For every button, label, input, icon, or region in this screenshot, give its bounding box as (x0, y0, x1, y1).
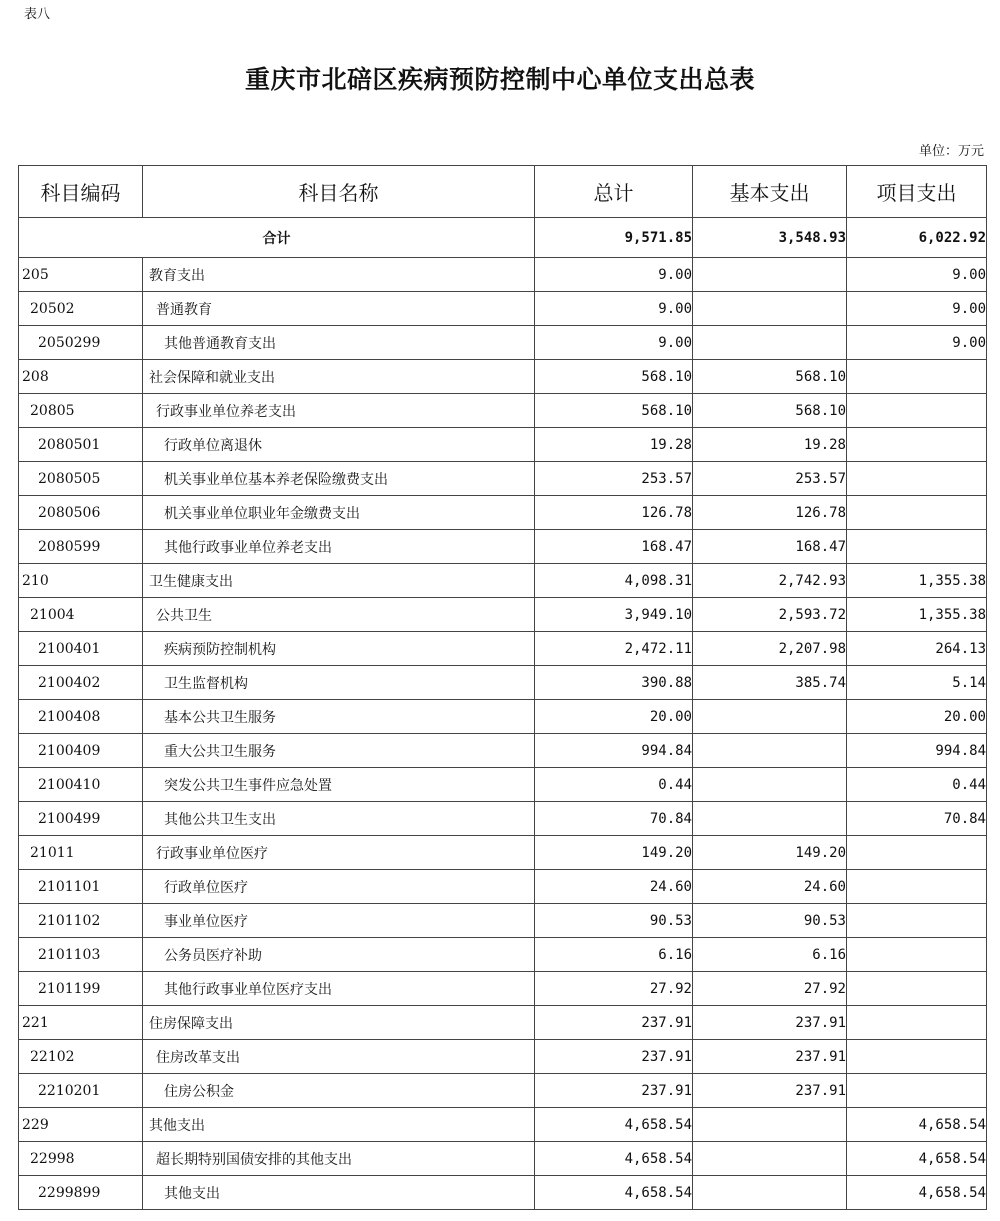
cell-project: 9.00 (847, 292, 987, 326)
cell-code: 2101102 (19, 904, 143, 938)
cell-code: 2080506 (19, 496, 143, 530)
cell-name: 住房保障支出 (143, 1006, 535, 1040)
cell-code: 20805 (19, 394, 143, 428)
cell-total: 20.00 (535, 700, 693, 734)
cell-basic: 568.10 (693, 394, 847, 428)
table-row (19, 1074, 987, 1108)
cell-basic: 385.74 (693, 666, 847, 700)
summary-label: 合计 (19, 218, 535, 258)
cell-total: 2,472.11 (535, 632, 693, 666)
expenditure-table (18, 165, 987, 1210)
cell-basic (693, 292, 847, 326)
header-basic: 基本支出 (693, 166, 847, 218)
cell-name: 住房改革支出 (143, 1040, 535, 1074)
cell-project: 70.84 (847, 802, 987, 836)
summary-row (19, 218, 987, 258)
table-row (19, 768, 987, 802)
cell-project: 994.84 (847, 734, 987, 768)
cell-project: 9.00 (847, 258, 987, 292)
cell-project (847, 428, 987, 462)
cell-total: 27.92 (535, 972, 693, 1006)
table-row (19, 496, 987, 530)
cell-total: 0.44 (535, 768, 693, 802)
table-row (19, 326, 987, 360)
cell-project (847, 972, 987, 1006)
cell-basic: 2,207.98 (693, 632, 847, 666)
cell-basic: 2,593.72 (693, 598, 847, 632)
cell-basic: 6.16 (693, 938, 847, 972)
cell-project (847, 836, 987, 870)
cell-name: 行政事业单位养老支出 (143, 394, 535, 428)
cell-total: 237.91 (535, 1006, 693, 1040)
cell-code: 2101103 (19, 938, 143, 972)
cell-code: 2050299 (19, 326, 143, 360)
cell-basic: 568.10 (693, 360, 847, 394)
cell-project (847, 1040, 987, 1074)
cell-basic: 237.91 (693, 1074, 847, 1108)
table-row (19, 1040, 987, 1074)
cell-project (847, 1074, 987, 1108)
header-project: 项目支出 (847, 166, 987, 218)
table-row (19, 360, 987, 394)
unit-label: 单位：万元 (918, 144, 984, 159)
cell-basic (693, 1108, 847, 1142)
cell-total: 3,949.10 (535, 598, 693, 632)
cell-total: 9.00 (535, 292, 693, 326)
table-row (19, 938, 987, 972)
table-row (19, 904, 987, 938)
cell-total: 4,658.54 (535, 1142, 693, 1176)
cell-project: 4,658.54 (847, 1142, 987, 1176)
cell-code: 2100401 (19, 632, 143, 666)
cell-code: 20502 (19, 292, 143, 326)
cell-basic (693, 326, 847, 360)
cell-basic (693, 734, 847, 768)
cell-name: 行政单位离退休 (143, 428, 535, 462)
table-row (19, 700, 987, 734)
table-row (19, 462, 987, 496)
cell-code: 22102 (19, 1040, 143, 1074)
cell-basic: 24.60 (693, 870, 847, 904)
cell-name: 社会保障和就业支出 (143, 360, 535, 394)
cell-basic: 237.91 (693, 1040, 847, 1074)
cell-code: 2210201 (19, 1074, 143, 1108)
cell-basic: 90.53 (693, 904, 847, 938)
cell-name: 其他普通教育支出 (143, 326, 535, 360)
cell-project (847, 360, 987, 394)
header-name: 科目名称 (143, 166, 535, 218)
cell-name: 机关事业单位职业年金缴费支出 (143, 496, 535, 530)
cell-name: 卫生健康支出 (143, 564, 535, 598)
table-row (19, 836, 987, 870)
cell-total: 237.91 (535, 1040, 693, 1074)
cell-project (847, 496, 987, 530)
table-row (19, 632, 987, 666)
cell-name: 疾病预防控制机构 (143, 632, 535, 666)
cell-name: 公共卫生 (143, 598, 535, 632)
cell-total: 4,658.54 (535, 1108, 693, 1142)
cell-basic: 19.28 (693, 428, 847, 462)
table-row (19, 292, 987, 326)
cell-total: 4,098.31 (535, 564, 693, 598)
cell-basic: 149.20 (693, 836, 847, 870)
cell-name: 卫生监督机构 (143, 666, 535, 700)
cell-name: 普通教育 (143, 292, 535, 326)
table-row (19, 428, 987, 462)
table-row (19, 666, 987, 700)
cell-total: 90.53 (535, 904, 693, 938)
cell-basic (693, 1142, 847, 1176)
cell-name: 其他行政事业单位养老支出 (143, 530, 535, 564)
cell-name: 超长期特别国债安排的其他支出 (143, 1142, 535, 1176)
table-row (19, 394, 987, 428)
table-row (19, 972, 987, 1006)
summary-basic: 3,548.93 (693, 218, 847, 258)
cell-project (847, 904, 987, 938)
cell-basic: 237.91 (693, 1006, 847, 1040)
table-row (19, 564, 987, 598)
cell-basic (693, 802, 847, 836)
cell-code: 2100408 (19, 700, 143, 734)
cell-code: 21011 (19, 836, 143, 870)
cell-total: 568.10 (535, 360, 693, 394)
cell-name: 基本公共卫生服务 (143, 700, 535, 734)
cell-name: 事业单位医疗 (143, 904, 535, 938)
cell-project: 1,355.38 (847, 564, 987, 598)
cell-code: 2100499 (19, 802, 143, 836)
page-title: 重庆市北碚区疾病预防控制中心单位支出总表 (244, 65, 755, 94)
table-row (19, 530, 987, 564)
cell-total: 4,658.54 (535, 1176, 693, 1210)
cell-total: 6.16 (535, 938, 693, 972)
cell-code: 22998 (19, 1142, 143, 1176)
cell-name: 行政事业单位医疗 (143, 836, 535, 870)
cell-code: 221 (19, 1006, 143, 1040)
table-row (19, 802, 987, 836)
cell-code: 205 (19, 258, 143, 292)
cell-code: 2101199 (19, 972, 143, 1006)
header-row (19, 166, 987, 218)
cell-code: 2080505 (19, 462, 143, 496)
cell-name: 其他公共卫生支出 (143, 802, 535, 836)
cell-code: 2100402 (19, 666, 143, 700)
summary-project: 6,022.92 (847, 218, 987, 258)
cell-name: 公务员医疗补助 (143, 938, 535, 972)
table-row (19, 1142, 987, 1176)
cell-basic: 2,742.93 (693, 564, 847, 598)
cell-total: 168.47 (535, 530, 693, 564)
cell-name: 其他行政事业单位医疗支出 (143, 972, 535, 1006)
cell-basic: 168.47 (693, 530, 847, 564)
cell-code: 2080501 (19, 428, 143, 462)
cell-project: 264.13 (847, 632, 987, 666)
cell-code: 2100410 (19, 768, 143, 802)
cell-basic (693, 258, 847, 292)
cell-project: 1,355.38 (847, 598, 987, 632)
cell-name: 突发公共卫生事件应急处置 (143, 768, 535, 802)
cell-basic (693, 768, 847, 802)
cell-code: 229 (19, 1108, 143, 1142)
cell-total: 126.78 (535, 496, 693, 530)
cell-basic: 126.78 (693, 496, 847, 530)
cell-name: 其他支出 (143, 1108, 535, 1142)
cell-project: 20.00 (847, 700, 987, 734)
cell-name: 其他支出 (143, 1176, 535, 1210)
cell-total: 237.91 (535, 1074, 693, 1108)
cell-project: 5.14 (847, 666, 987, 700)
cell-total: 149.20 (535, 836, 693, 870)
cell-total: 568.10 (535, 394, 693, 428)
cell-basic (693, 700, 847, 734)
cell-name: 教育支出 (143, 258, 535, 292)
cell-name: 行政单位医疗 (143, 870, 535, 904)
table-row (19, 258, 987, 292)
cell-project (847, 462, 987, 496)
cell-total: 9.00 (535, 326, 693, 360)
table-row (19, 1108, 987, 1142)
cell-code: 21004 (19, 598, 143, 632)
cell-total: 70.84 (535, 802, 693, 836)
cell-total: 994.84 (535, 734, 693, 768)
cell-total: 9.00 (535, 258, 693, 292)
header-total: 总计 (535, 166, 693, 218)
cell-code: 208 (19, 360, 143, 394)
cell-total: 253.57 (535, 462, 693, 496)
table-row (19, 870, 987, 904)
table-row (19, 598, 987, 632)
cell-project: 4,658.54 (847, 1108, 987, 1142)
cell-total: 390.88 (535, 666, 693, 700)
cell-basic: 27.92 (693, 972, 847, 1006)
table-row (19, 1176, 987, 1210)
cell-code: 2299899 (19, 1176, 143, 1210)
cell-code: 210 (19, 564, 143, 598)
cell-project (847, 530, 987, 564)
cell-project (847, 1006, 987, 1040)
summary-total: 9,571.85 (535, 218, 693, 258)
cell-code: 2100409 (19, 734, 143, 768)
cell-basic (693, 1176, 847, 1210)
cell-name: 重大公共卫生服务 (143, 734, 535, 768)
cell-project (847, 394, 987, 428)
cell-code: 2101101 (19, 870, 143, 904)
cell-project: 0.44 (847, 768, 987, 802)
table-row (19, 734, 987, 768)
cell-basic: 253.57 (693, 462, 847, 496)
cell-name: 机关事业单位基本养老保险缴费支出 (143, 462, 535, 496)
cell-total: 19.28 (535, 428, 693, 462)
table-tag: 表八 (24, 7, 51, 22)
cell-code: 2080599 (19, 530, 143, 564)
cell-project (847, 870, 987, 904)
cell-project: 9.00 (847, 326, 987, 360)
header-code: 科目编码 (19, 166, 143, 218)
cell-name: 住房公积金 (143, 1074, 535, 1108)
cell-project: 4,658.54 (847, 1176, 987, 1210)
table-row (19, 1006, 987, 1040)
cell-project (847, 938, 987, 972)
cell-total: 24.60 (535, 870, 693, 904)
